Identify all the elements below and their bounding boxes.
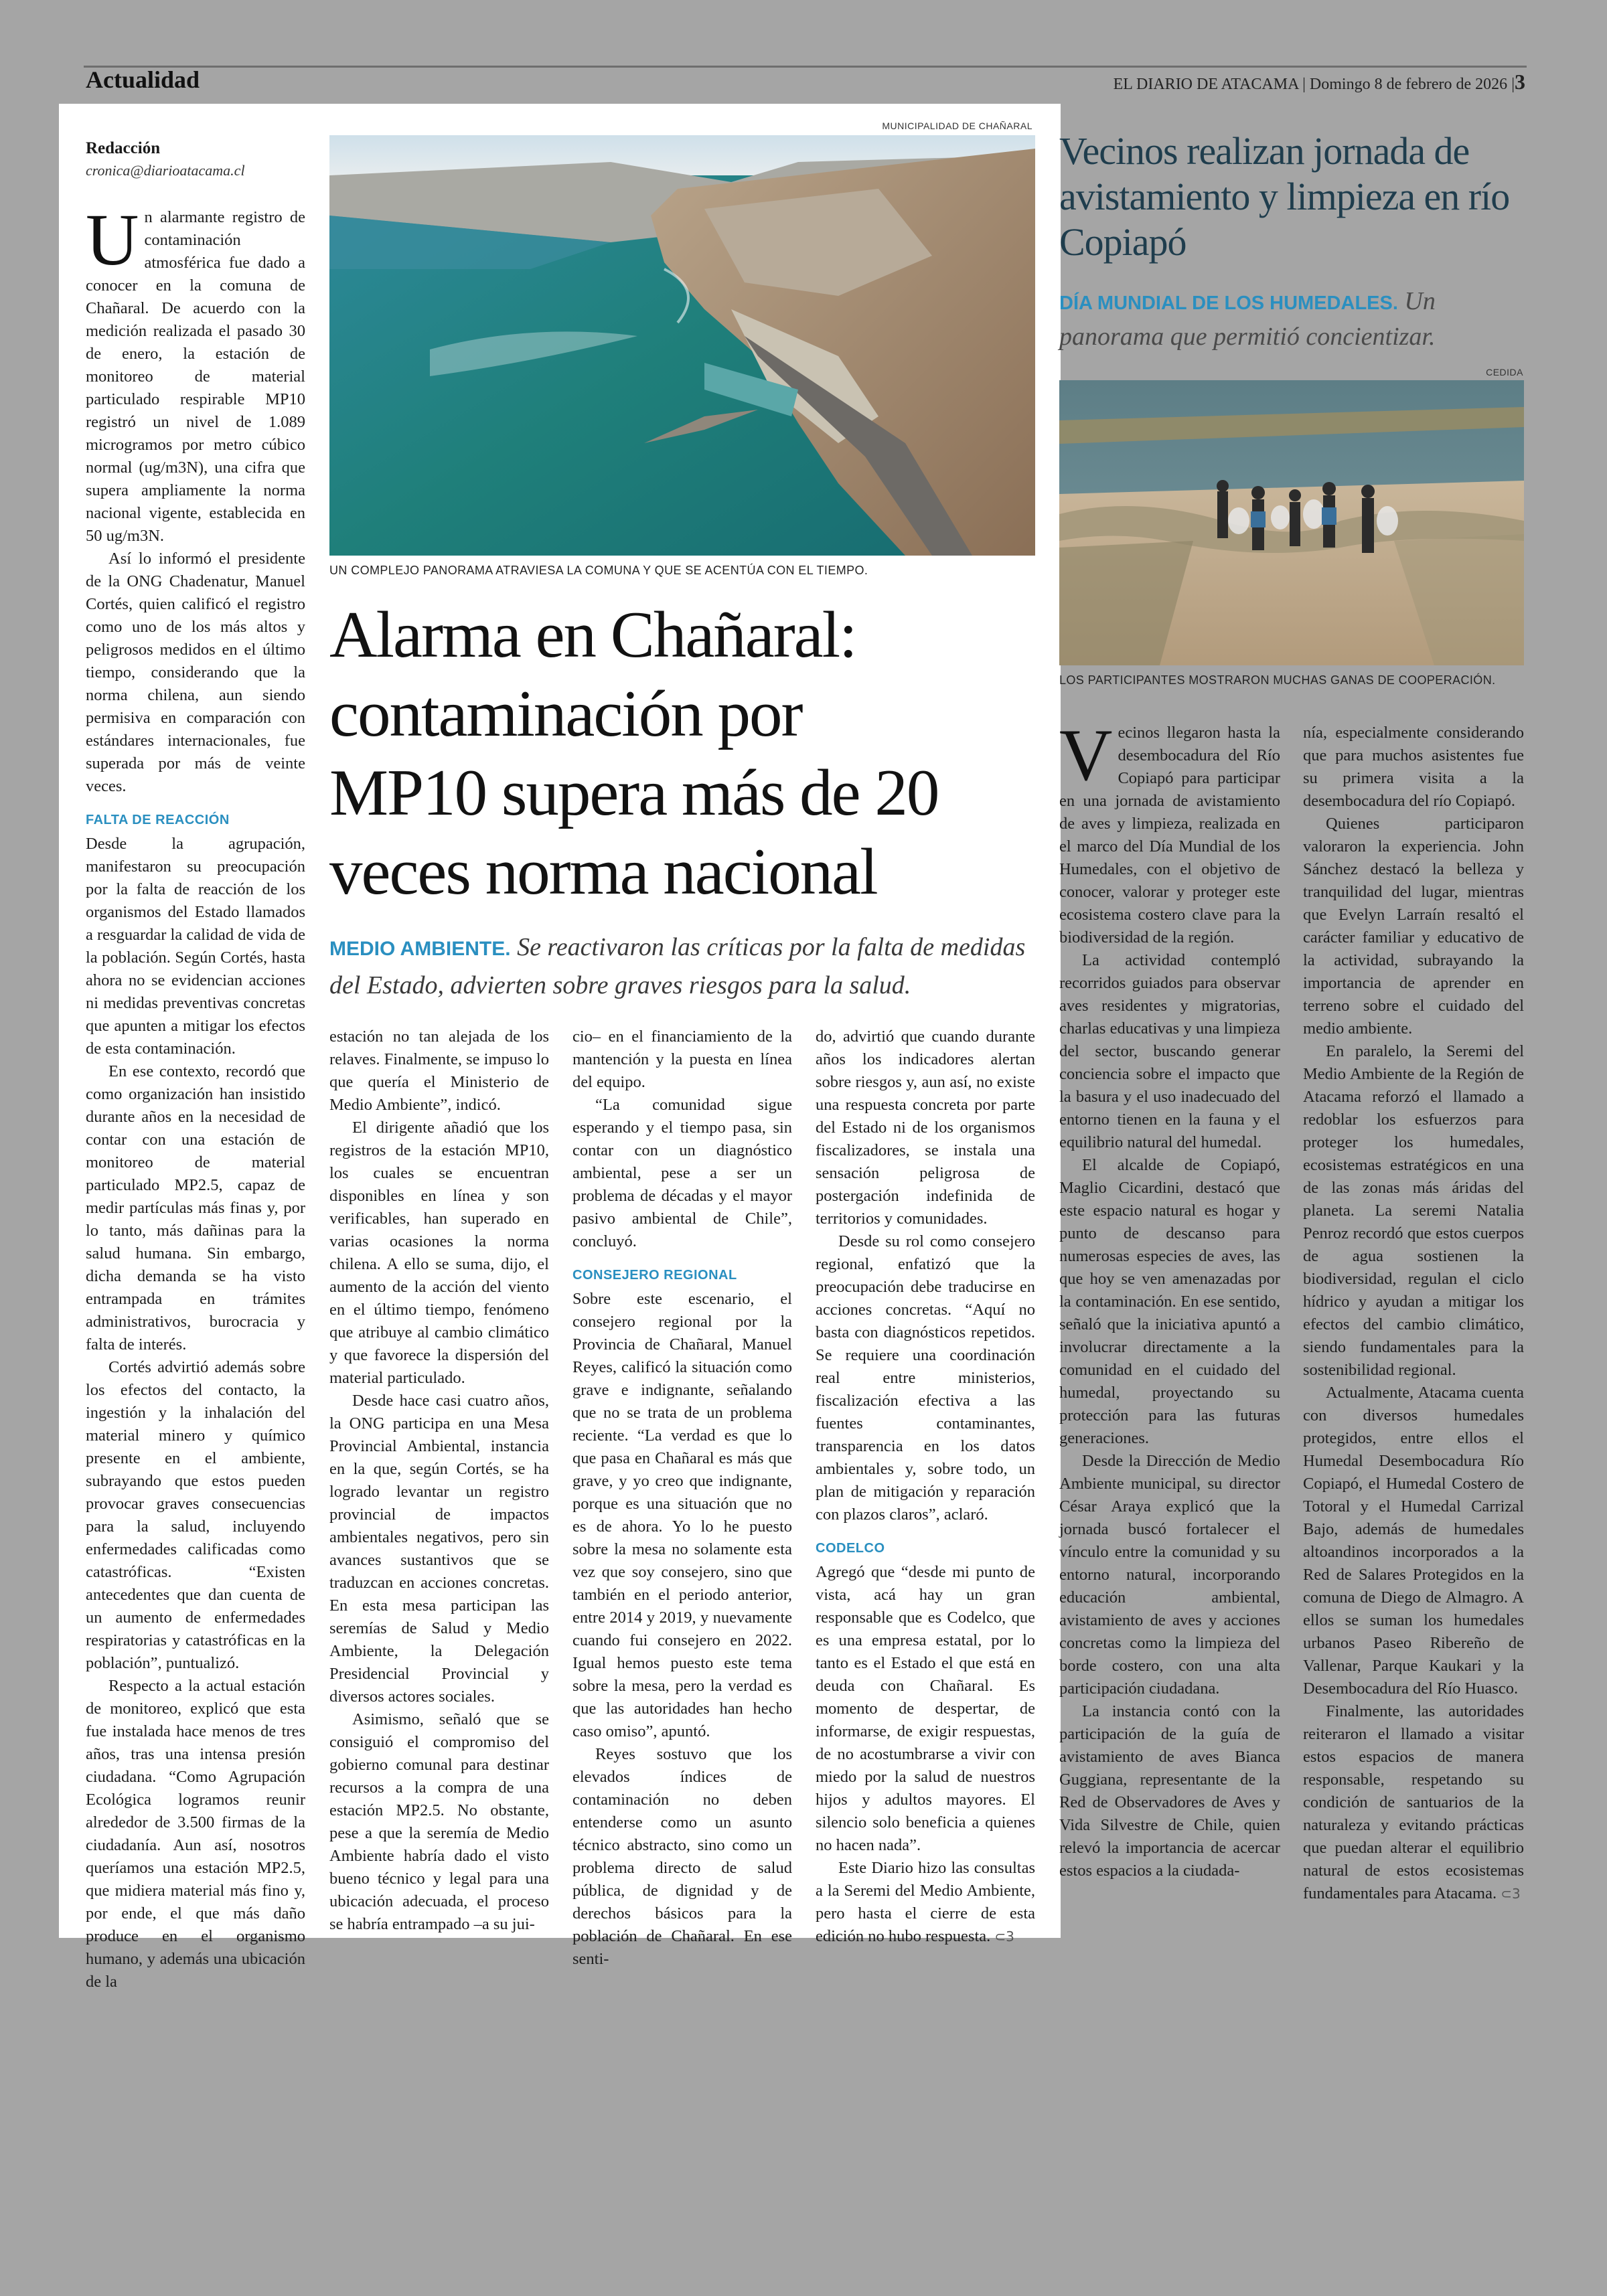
drop-cap: U xyxy=(86,199,139,280)
wetland-cleanup-photo xyxy=(1059,380,1524,665)
body-paragraph: En ese contexto, recordó que como organización han insistido durante años en la necesidad de contar con una estación de monitoreo de material particulado MP2.5, capaz de medir partículas más finas y, por lo tanto, más dañinas para la salud humana. Sin embargo, dicha demanda se ha visto entrampada en trámites administrativos, burocracia y falta de interés. xyxy=(86,1062,305,1354)
body-paragraph: “La comunidad sigue esperando y el tiempo pasa, sin contar con un diagnóstico ambiental, pese a ser un problema de décadas y el mayor pasivo ambiental de Chile”, concluyó. xyxy=(572,1096,792,1250)
headline-line: MP10 supera más de 20 xyxy=(329,756,939,829)
photo-credit: CEDIDA xyxy=(1486,367,1523,378)
body-paragraph: Respecto a la actual estación de monitoreo, explicó que esta fue instalada hace menos de tres años, tras una intensa presión ciudadana. “Como Agrupación Ecológica logramos reunir alrededor de 3.500 firmas de la ciudadanía. Aun así, nosotros queríamos una estación MP2.5, que midiera material más fino y, por ende, el que más daño produce en el organismo humano, y además una ubicación de la xyxy=(86,1677,305,1991)
headline-line: Alarma en Chañaral: xyxy=(329,598,856,671)
end-mark-icon: ⊂3 xyxy=(994,1929,1014,1945)
body-paragraph: El dirigente añadió que los registros de la estación MP10, los cuales se encuentran disponibles en línea y son verificables, han superado en varias ocasiones la norma chilena. A ello se suma, dijo, el aumento de la acción del viento en el último tiempo, fenómeno que atribuye al cambio climático y que favorece la dispersión del material particulado. xyxy=(329,1119,549,1387)
body-paragraph: Cortés advirtió además sobre los efectos del contacto, la ingestión y la inhalación del material minero y químico presente en el ambiente, subrayando que estos pueden provocar graves consecuencias para la salud, incluyendo enfermedades calificadas como catastróficas. “Existen antecedentes que dan cuenta de un aumento de enfermedades respiratorias y catastróficas en la población”, puntualizó. xyxy=(86,1358,305,1672)
body-paragraph: Reyes sostuvo que los elevados índices de contaminación no deben entenderse como un asunto técnico abstracto, sino como un problema directo de salud pública, de dignidad y de derechos básicos para la población de Chañaral. En ese senti- xyxy=(572,1745,792,1968)
newspaper-name: EL DIARIO DE ATACAMA xyxy=(1113,76,1299,93)
deck-text: Se reactivaron las críticas por la falta de medidas del Estado, advierten sobre graves riesgos para la salud. xyxy=(329,933,1026,999)
subheading: CODELCO xyxy=(816,1541,885,1556)
main-deck xyxy=(329,929,1046,1003)
side-deck xyxy=(1059,284,1528,353)
headline-line: contaminación por xyxy=(329,677,802,750)
coastal-aerial-photo xyxy=(329,135,1035,556)
main-article-column-2 xyxy=(329,1026,549,1936)
body-paragraph: n alarmante registro de contaminación atmosférica fue dado a conocer en la comuna de Chañaral. De acuerdo con la medición realizada el pasado 30 de enero, la estación de monitoreo de material particulado respirable MP10 registró un nivel de 1.089 microgramos por metro cúbico normal (ug/m3N), una cifra que supera ampliamente la norma nacional vigente, establecida en 50 ug/m3N. xyxy=(86,208,305,545)
byline-email[interactable]: cronica@diarioatacama.cl xyxy=(86,162,245,179)
drop-cap: V xyxy=(1059,714,1113,796)
side-photo-caption: LOS PARTICIPANTES MOSTRARON MUCHAS GANAS DE COOPERACIÓN. xyxy=(1059,673,1496,687)
body-paragraph xyxy=(1303,1700,1524,1905)
body-paragraph: Desde la agrupación, manifestaron su preocupación por la falta de reacción de los organismos del Estado llamados a resguardar la calidad de vida de la población. Según Cortés, hasta ahora no se evidencian acciones ni medidas preventivas concretas que apunten a mitigar los efectos de esta contaminación. xyxy=(86,835,305,1058)
photo-credit: MUNICIPALIDAD DE CHAÑARAL xyxy=(882,120,1032,131)
body-paragraph: estación no tan alejada de los relaves. Finalmente, se impuso lo que quería el Ministerio de Medio Ambiente”, indicó. xyxy=(329,1028,549,1114)
side-article-column-2 xyxy=(1303,722,1524,1905)
masthead xyxy=(1114,70,1525,94)
byline-author: Redacción xyxy=(86,139,161,157)
body-paragraph: Sobre este escenario, el consejero regional por la Provincia de Chañaral, Manuel Reyes, calificó la situación como grave e indignante, señalando que no se trata de un problema reciente. “La verdad es que lo que pasa en Chañaral es más que grave, y yo creo que indignante, porque es una situación que no es de ahora. Yo lo he puesto sobre la mesa no solamente esta vez que soy consejero, sino que también en el periodo anterior, entre 2014 y 2019, y nuevamente cuando fui consejero en 2022. Igual hemos puesto este tema sobre la mesa, pero la verdad es que las autoridades han hecho caso omiso”, apuntó. xyxy=(572,1290,792,1740)
separator: | xyxy=(1511,76,1515,93)
end-mark-icon: ⊂3 xyxy=(1501,1886,1521,1902)
coastal-aerial-photo-image xyxy=(329,135,1035,556)
section-label: Actualidad xyxy=(86,66,200,93)
subheading: CONSEJERO REGIONAL xyxy=(572,1268,737,1283)
wetland-cleanup-photo-image xyxy=(1059,380,1524,665)
separator: | xyxy=(1302,76,1306,93)
body-paragraph: El alcalde de Copiapó, Maglio Cicardini, destacó que este espacio natural es hogar y punto de descanso para numerosas especies de aves, las que hoy se ven amenazadas por la contaminación. En ese sentido, señaló que la iniciativa apuntó a involucrar directamente a la comunidad en el cuidado del humedal, proyectando su protección para las futuras generaciones. xyxy=(1059,1156,1280,1447)
header-rule xyxy=(84,66,1527,68)
deck-kicker: DÍA MUNDIAL DE LOS HUMEDALES. xyxy=(1059,293,1398,314)
main-photo-caption: UN COMPLEJO PANORAMA ATRAVIESA LA COMUNA Y QUE SE ACENTÚA CON EL TIEMPO. xyxy=(329,564,868,577)
side-article-column-1 xyxy=(1059,714,1280,1882)
issue-date: Domingo 8 de febrero de 2026 xyxy=(1309,76,1508,93)
body-paragraph: Quienes participaron valoraron la experiencia. John Sánchez destacó la belleza y tranquilidad del lugar, mientras que Evelyn Larraín resaltó el carácter familiar y educativo de la actividad, subrayando la importancia de aprender en terreno sobre el cuidado del medio ambiente. xyxy=(1303,815,1524,1038)
body-paragraph xyxy=(816,1857,1035,1948)
main-article-column-1 xyxy=(86,199,305,1993)
closing-text: Este Diario hizo las consultas a la Seremi del Medio Ambiente, pero hasta el cierre de esta edición no hubo respuesta. xyxy=(816,1859,1035,1945)
subheading: FALTA DE REACCIÓN xyxy=(86,813,230,827)
body-paragraph: ecinos llegaron hasta la desembocadura del Río Copiapó para participar en una jornada de avistamiento de aves y limpieza, realizada en el marco del Día Mundial de los Humedales, con el objetivo de conocer, valorar y proteger este ecosistema costero clave para la biodiversidad de la región. xyxy=(1059,724,1280,947)
body-paragraph: Desde hace casi cuatro años, la ONG participa en una Mesa Provincial Ambiental, instancia en la que, según Cortés, se ha logrado levantar un registro provincial de impactos ambientales negativos, pero sin avances sustantivos que se traduzcan en acciones concretas. En esta mesa participan las seremías de Salud y Medio Ambiente, la Delegación Presidencial Provincial y diversos actores sociales. xyxy=(329,1392,549,1706)
body-paragraph: nía, especialmente considerando que para muchos asistentes fue su primera visita a la desembocadura del río Copiapó. xyxy=(1303,724,1524,810)
main-article-column-3 xyxy=(572,1026,792,1971)
page-number: 3 xyxy=(1515,70,1525,94)
body-paragraph: cio– en el financiamiento de la mantención y la puesta en línea del equipo. xyxy=(572,1028,792,1091)
side-headline: Vecinos realizan jornada de avistamiento y limpieza en río Copiapó xyxy=(1059,129,1510,264)
body-paragraph: En paralelo, la Seremi del Medio Ambiente de la Región de Atacama reforzó el llamado a redoblar los esfuerzos para proteger los humedales, ecosistemas estratégicos en una de las zonas más áridas del planeta. La seremi Natalia Penroz recordó que estos cuerpos de agua sostienen la biodiversidad, regulan el ciclo hídrico y ayudan a mitigar los efectos del cambio climático, siendo fundamentales para la sostenibilidad regional. xyxy=(1303,1042,1524,1379)
body-paragraph: La actividad contempló recorridos guiados para observar aves residentes y migratorias, charlas educativas y una limpieza del sector, buscando generar conciencia sobre el impacto que la basura y el uso inadecuado del entorno tienen en la fauna y el equilibrio natural del humedal. xyxy=(1059,951,1280,1151)
headline-line: veces norma nacional xyxy=(329,835,877,908)
body-paragraph: Agregó que “desde mi punto de vista, acá hay un gran responsable que es Codelco, que es una empresa estatal, por lo tanto es el Estado el que está en deuda con Chañaral. Es momento de despertar, de informarse, de exigir respuestas, de no acostumbrarse a vivir con miedo por la salud de nuestros hijos y adultos mayores. El silencio solo beneficia a quienes no hacen nada”. xyxy=(816,1563,1035,1854)
deck-kicker: MEDIO AMBIENTE. xyxy=(329,938,511,960)
body-paragraph: Desde su rol como consejero regional, enfatizó que la preocupación debe traducirse en acciones concretas. “Aquí no basta con diagnósticos repetidos. Se requiere una coordinación real entre ministerios, fiscalización efectiva a las fuentes contaminantes, transparencia en los datos ambientales y, sobre todo, un plan de mitigación y reparación con plazos claros”, aclaró. xyxy=(816,1232,1035,1524)
body-paragraph: Asimismo, señaló que se consiguió el compromiso del gobierno comunal para destinar recursos a la compra de una estación MP2.5. No obstante, pese a que la seremía de Medio Ambiente habría dado el visto bueno técnico y legal para una ubicación adecuada, el proceso se habría entrampado –a su jui- xyxy=(329,1710,549,1933)
body-paragraph: Actualmente, Atacama cuenta con diversos humedales protegidos, entre ellos el Humedal Desembocadura Río Copiapó, el Humedal Costero de Totoral y el Humedal Carrizal Bajo, además de humedales altoandinos incorporados a la Red de Salares Protegidos en la comuna de Diego de Almagro. A ellos se suman los humedales urbanos Paseo Ribereño de Vallenar, Parque Kaukari y la Desembocadura del Río Huasco. xyxy=(1303,1384,1524,1698)
main-headline xyxy=(329,596,1046,912)
body-paragraph: Desde la Dirección de Medio Ambiente municipal, su director César Araya explicó que la jornada buscó fortalecer el vínculo entre la comunidad y su entorno natural, incorporando educación ambiental, avistamiento de aves y acciones concretas como la limpieza del borde costero, con una alta participación ciudadana. xyxy=(1059,1452,1280,1698)
closing-text: Finalmente, las autoridades reiteraron el llamado a visitar estos espacios de manera responsable, respetando su condición de santuarios de la naturaleza y evitando prácticas que puedan alterar el equilibrio natural de estos ecosistemas fundamentales para Atacama. xyxy=(1303,1702,1524,1902)
body-paragraph: do, advirtió que cuando durante años los indicadores alertan sobre riesgos y, aun así, no existe una respuesta concreta por parte del Estado ni de los organismos fiscalizadores, se instala una sensación peligrosa de postergación indefinida de territorios y comunidades. xyxy=(816,1028,1035,1228)
deck-text: Un panorama que permitió concientizar. xyxy=(1059,287,1436,351)
main-article-column-4 xyxy=(816,1026,1035,1948)
body-paragraph: Así lo informó el presidente de la ONG Chadenatur, Manuel Cortés, quien calificó el registro como uno de los más altos y peligrosos medidos en el último tiempo, considerando que la norma chilena, aun siendo permisiva en comparación con estándares internacionales, fue superada por más de veinte veces. xyxy=(86,550,305,795)
body-paragraph: La instancia contó con la participación de la guía de avistamiento de aves Bianca Guggiana, representante de la Red de Observadores de Aves y Vida Silvestre de Chile, quien relevó la importancia de acercar estos espacios a la ciudada- xyxy=(1059,1702,1280,1880)
